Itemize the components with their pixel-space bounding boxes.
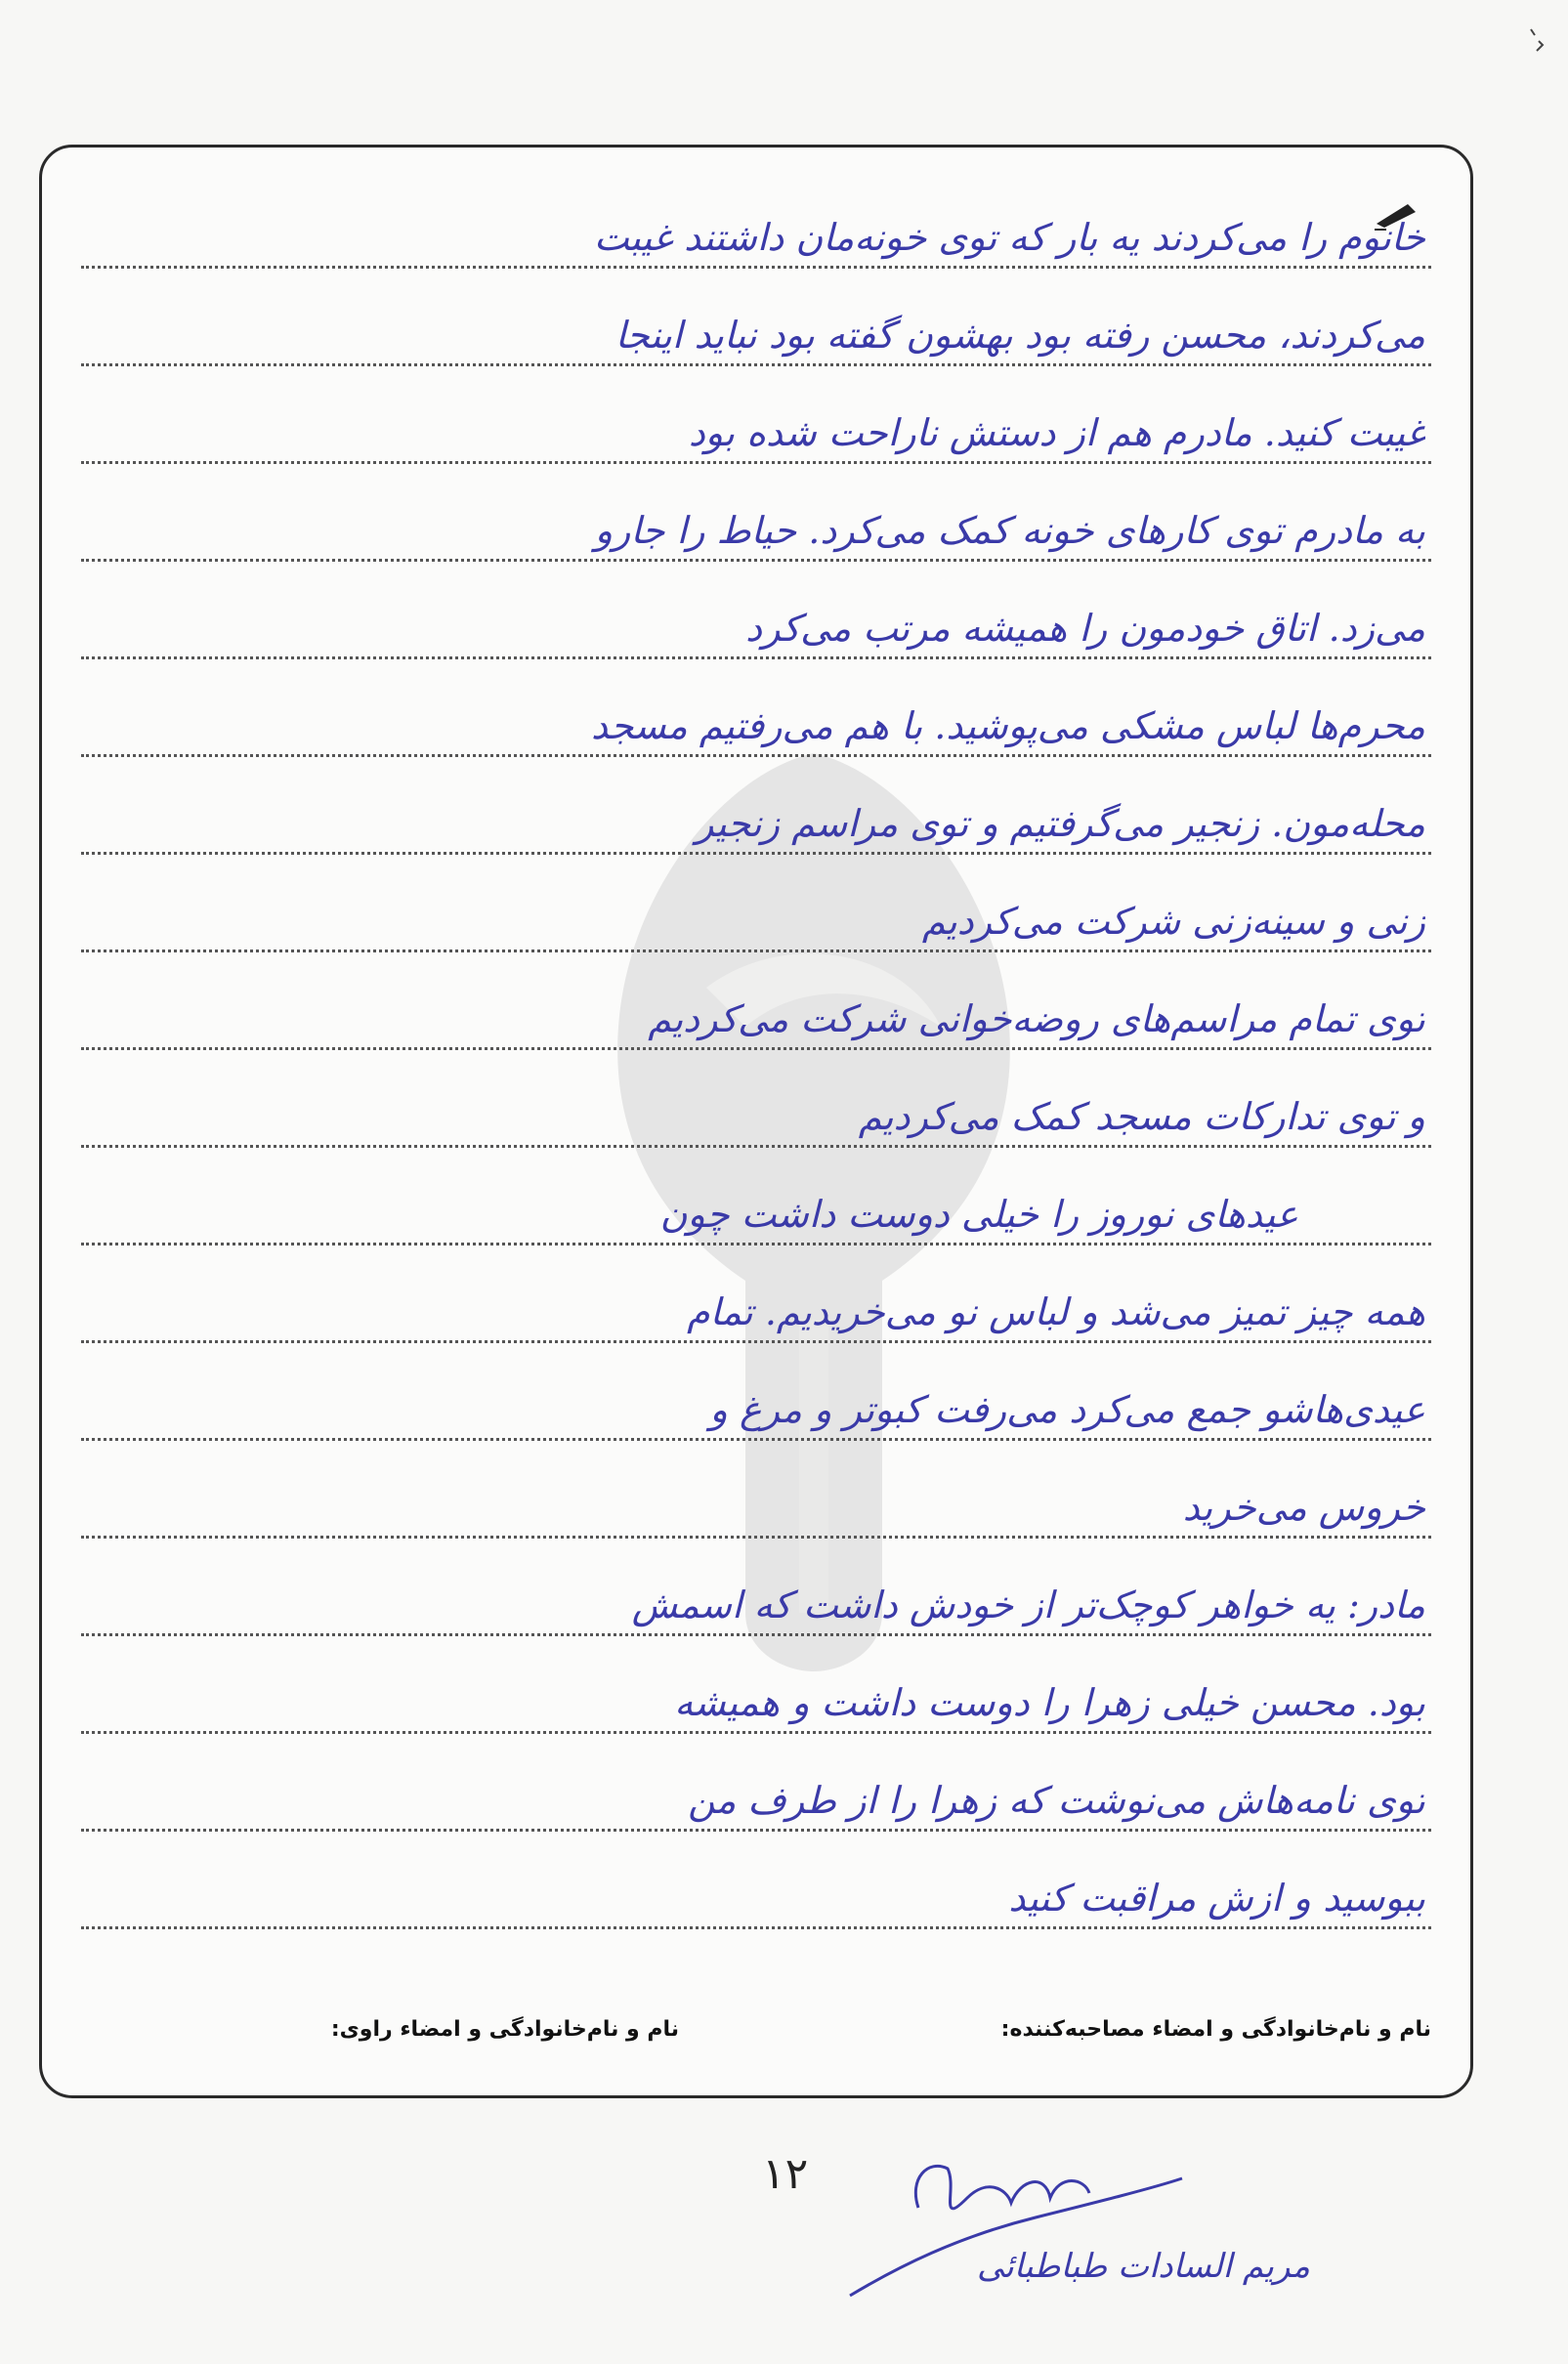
ruled-line [81,468,1431,562]
handwritten-text: خروس می‌خرید [1182,1487,1425,1530]
ruled-line [81,1054,1431,1148]
handwritten-text: عیدی‌هاشو جمع می‌کرد می‌رفت کبوتر و مرغ و [709,1389,1425,1432]
handwritten-text: می‌زد. اتاق خودمون را همیشه مرتب می‌کرد [745,608,1425,651]
handwritten-text: ببوسید و ازش مراقبت کنید [1008,1878,1425,1921]
handwritten-text: محله‌مون. زنجیر می‌گرفتیم و توی مراسم زنجیر [696,803,1425,846]
ruled-line [81,1445,1431,1539]
interviewer-signature-label: نام و نام‌خانوادگی و امضاء مصاحبه‌کننده: [1000,2017,1431,2042]
ruled-line [81,1249,1431,1343]
ruled-line [81,370,1431,464]
handwritten-text: عیدهای نوروز را خیلی دوست داشت چون [659,1194,1298,1237]
ruled-line [81,859,1431,952]
ruled-line [81,1836,1431,1929]
handwritten-text: زنی و سینه‌زنی شرکت می‌کردیم [921,901,1425,944]
ruled-line [81,1542,1431,1636]
ruled-line [81,1347,1431,1441]
corner-scribble-icon [1509,21,1548,61]
handwritten-text: محرم‌ها لباس مشکی می‌پوشید. با هم می‌رفتیم مسجد [590,705,1425,748]
ruled-line [81,175,1431,269]
handwritten-text: توی تمام مراسم‌های روضه‌خوانی شرکت می‌کردیم [648,998,1425,1041]
handwritten-text: غیبت کنید. مادرم هم از دستش ناراحت شده بود [688,412,1425,455]
ruled-line [81,956,1431,1050]
narrator-signature-label: نام و نام‌خانوادگی و امضاء راوی: [330,2017,679,2042]
handwritten-text: خانوم را می‌کردند یه بار که توی خونه‌مان داشتند غیبت [593,217,1425,260]
ruled-line [81,1152,1431,1245]
handwritten-text: و توی تدارکات مسجد کمک می‌کردیم [858,1096,1425,1139]
ruled-line [81,761,1431,855]
ruled-line [81,663,1431,757]
handwritten-text: توی نامه‌هاش می‌نوشت که زهرا را از طرف من [688,1780,1425,1823]
signature-name: مریم السادات طباطبائی [977,2247,1310,2286]
handwritten-text: می‌کردند، محسن رفته بود بهشون گفته بود نباید اینجا [614,315,1425,358]
handwritten-signature [840,2120,1192,2315]
form-frame [39,145,1473,2098]
ruled-line [81,1640,1431,1734]
ruled-line [81,566,1431,659]
ruled-line [81,273,1431,366]
page-number: ۱۲ [762,2149,809,2199]
handwritten-text: مادر: یه خواهر کوچک‌تر از خودش داشت که اسمش [631,1584,1425,1627]
ruled-line [81,1738,1431,1832]
handwritten-text: همه چیز تمیز می‌شد و لباس نو می‌خریدیم. تمام [687,1291,1425,1334]
signature-footer [81,2017,1431,2056]
ruled-lines [81,148,1431,2095]
handwritten-text: به مادرم توی کارهای خونه کمک می‌کرد. حیاط را جارو [594,510,1425,553]
handwritten-text: بود. محسن خیلی زهرا را دوست داشت و همیشه [674,1682,1425,1725]
